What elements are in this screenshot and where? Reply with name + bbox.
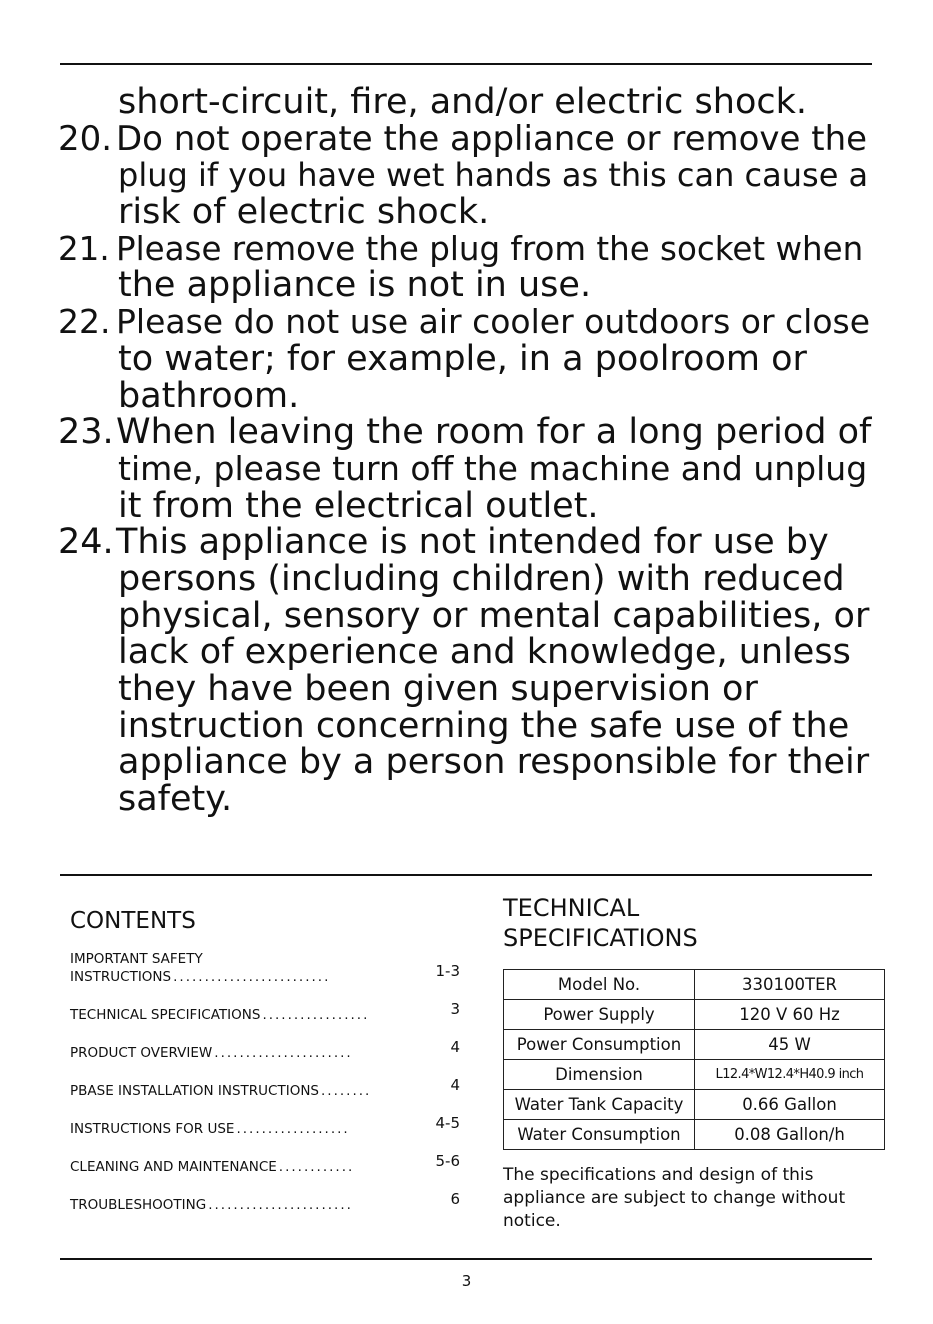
toc-item xyxy=(70,1114,460,1158)
toc-leader: ................. xyxy=(262,1007,370,1023)
table-row: Power Supply 120 V 60 Hz xyxy=(504,1000,885,1030)
safety-item-22: 22. Please do not use air cooler outdoors or close xyxy=(58,302,871,342)
toc-page-number: 4 xyxy=(450,1038,460,1056)
toc-leader: ............ xyxy=(278,1159,355,1175)
toc-item xyxy=(70,950,460,1006)
safety-line: physical, sensory or mental capabilities, or xyxy=(118,595,870,636)
toc-item-label: INSTRUCTIONS FOR USE xyxy=(70,1121,235,1137)
toc-item-label: TROUBLESHOOTING xyxy=(70,1197,207,1213)
table-row: Water Consumption 0.08 Gallon/h xyxy=(504,1120,885,1150)
middle-divider xyxy=(60,874,872,876)
safety-item-23: 23.When leaving the room for a long period of xyxy=(58,412,872,453)
toc-item xyxy=(70,1000,460,1044)
table-row: Power Consumption 45 W xyxy=(504,1030,885,1060)
safety-line: plug if you have wet hands as this can cause a xyxy=(118,156,869,195)
item-number: 20. xyxy=(58,118,113,159)
safety-line: persons (including children) with reduced xyxy=(118,558,845,599)
toc-page-number: 3 xyxy=(450,1000,460,1018)
toc-leader: .................. xyxy=(236,1121,350,1137)
safety-instructions xyxy=(58,84,873,818)
page-number: 3 xyxy=(461,1272,472,1290)
toc-item-label: TECHNICAL SPECIFICATIONS xyxy=(70,1007,261,1023)
safety-line: appliance by a person responsible for their xyxy=(118,742,870,783)
safety-line: time, please turn off the machine and unplug xyxy=(118,448,868,488)
safety-item-21: 21. Please remove the plug from the socket when xyxy=(58,229,864,268)
item-number: 21. xyxy=(58,229,110,268)
safety-line: risk of electric shock. xyxy=(118,192,490,233)
technical-specifications xyxy=(503,893,885,1233)
item-number: 23. xyxy=(58,412,114,453)
specs-table xyxy=(503,969,885,1150)
bottom-divider xyxy=(60,1258,872,1260)
table-row: Model No. 330100TER xyxy=(504,970,885,1000)
toc-item-label: CLEANING AND MAINTENANCE xyxy=(70,1159,277,1175)
specs-title: TECHNICAL SPECIFICATIONS xyxy=(503,894,698,952)
safety-line: instruction concerning the safe use of the xyxy=(118,705,850,746)
toc-item xyxy=(70,1038,460,1082)
toc-leader: ...................... xyxy=(214,1045,353,1061)
top-divider xyxy=(60,63,872,65)
toc-page-number: 5-6 xyxy=(435,1152,460,1170)
toc-page-number: 4 xyxy=(450,1076,460,1094)
toc-page-number: 4-5 xyxy=(435,1114,460,1132)
safety-line: to water; for example, in a poolroom or xyxy=(118,338,807,379)
toc-item xyxy=(70,1076,460,1120)
safety-line: bathroom. xyxy=(118,375,300,416)
toc-item xyxy=(70,1190,460,1234)
safety-line: the appliance is not in use. xyxy=(118,265,592,306)
toc-leader: ....................... xyxy=(208,1197,353,1213)
item-number: 24. xyxy=(58,522,114,563)
toc-item xyxy=(70,1152,460,1196)
safety-item-20: 20. Do not operate the appliance or remove the xyxy=(58,118,868,159)
toc-page-number: 1-3 xyxy=(435,962,460,980)
safety-line: it from the electrical outlet. xyxy=(118,485,599,526)
safety-line: safety. xyxy=(118,779,233,820)
contents-title: CONTENTS xyxy=(70,908,196,934)
toc-leader: ........ xyxy=(321,1083,372,1099)
toc-item-label: IMPORTANT SAFETY xyxy=(70,951,203,967)
safety-item-24: 24.This appliance is not intended for use by xyxy=(58,522,829,563)
toc-item-label: PBASE INSTALLATION INSTRUCTIONS xyxy=(70,1083,319,1099)
table-of-contents xyxy=(70,906,460,1234)
specs-note: The specifications and design of this appliance are subject to change without notice. xyxy=(503,1165,846,1231)
table-row: Dimension L12.4*W12.4*H40.9 inch xyxy=(504,1060,885,1090)
toc-item-label: PRODUCT OVERVIEW xyxy=(70,1045,213,1061)
safety-line: lack of experience and knowledge, unless xyxy=(118,632,851,673)
toc-item-label: INSTRUCTIONS xyxy=(70,969,172,985)
table-row: Water Tank Capacity 0.66 Gallon xyxy=(504,1090,885,1120)
toc-page-number: 6 xyxy=(450,1190,460,1208)
safety-line: short-circuit, fire, and/or electric shock. xyxy=(118,82,808,122)
item-number: 22. xyxy=(58,302,111,342)
safety-line: they have been given supervision or xyxy=(118,669,758,709)
toc-leader: ......................... xyxy=(173,969,331,985)
